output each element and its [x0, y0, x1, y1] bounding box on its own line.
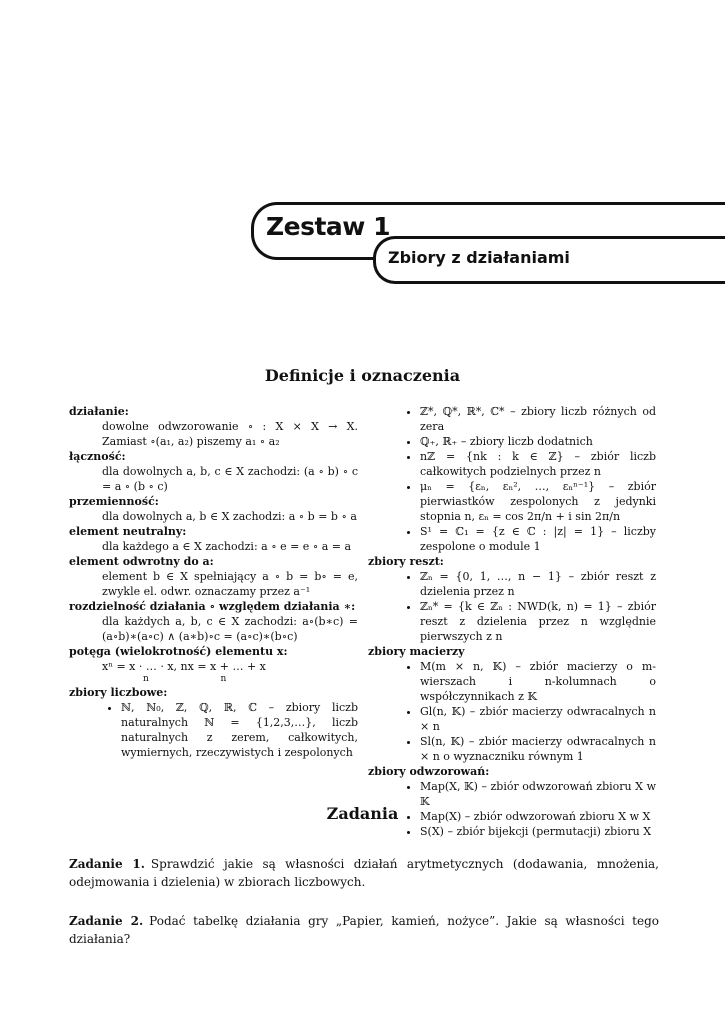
- underbrace-n-right: n: [220, 674, 227, 684]
- def-term: zbiory macierzy: [368, 645, 465, 658]
- def-term: element odwrotny do a:: [69, 555, 214, 568]
- list-item: • ℤₙ* = {k ∈ ℤₙ : NWD(k, n) = 1} – zbiór reszt z dzielenia przez n względnie pierwszych z n: [420, 599, 656, 644]
- task-text: Sprawdzić jakie są własności działań arytmetycznych (dodawania, mnożenia, odejmowania i dzielenia) w zbiorach liczbowych.: [69, 857, 659, 889]
- def-text: dla dowolnych a, b ∈ X zachodzi: a ∘ b = b ∘ a: [102, 510, 357, 523]
- list-item: • nℤ = {nk : k ∈ ℤ} – zbiór liczb całkowitych podzielnych przez n: [420, 449, 656, 479]
- task-text: Podać tabelkę działania gry „Papier, kamień, nożyce”. Jakie są własności tego działania?: [69, 914, 660, 946]
- task-1: [69, 855, 659, 891]
- tasks-title: Zadania: [326, 804, 399, 823]
- bullet-list: [368, 569, 656, 644]
- def-text: dowolne odwzorowanie ∘ : X × X → X. Zamiast ∘(a₁, a₂) piszemy a₁ ∘ a₂: [102, 420, 358, 448]
- list-item: • ℚ₊, ℝ₊ – zbiory liczb dodatnich: [420, 434, 656, 449]
- list-item: • S¹ = ℂ₁ = {z ∈ ℂ : |z| = 1} – liczby zespolone o module 1: [420, 524, 656, 554]
- def-term: przemienność:: [69, 495, 159, 508]
- bullet-list: [368, 659, 656, 764]
- chapter-title: Zestaw 1: [266, 212, 390, 241]
- list-item: • ℤ*, ℚ*, ℝ*, ℂ* – zbiory liczb różnych od zera: [420, 404, 656, 434]
- bullet-list: [69, 700, 358, 760]
- list-item: • ℤₙ = {0, 1, …, n − 1} – zbiór reszt z dzielenia przez n: [420, 569, 656, 599]
- def-text: dla dowolnych a, b, c ∈ X zachodzi: (a ∘ b) ∘ c = a ∘ (b ∘ c): [102, 465, 358, 493]
- definitions-right-column: [368, 404, 656, 839]
- list-item: • M(m × n, 𝕂) – zbiór macierzy o m-wierszach i n-kolumnach o współczynnikach z 𝕂: [420, 659, 656, 704]
- def-term: zbiory odwzorowań:: [368, 765, 490, 778]
- def-text: element b ∈ X spełniający a ∘ b = b∘ = e, zwykle el. odwr. oznaczamy przez a⁻¹: [102, 570, 358, 598]
- task-2: [69, 912, 659, 948]
- list-item: • S(X) – zbiór bijekcji (permutacji) zbioru X: [420, 824, 656, 839]
- task-label: Zadanie 1.: [69, 857, 145, 871]
- definitions-left-column: [69, 404, 358, 760]
- def-term: zbiory liczbowe:: [69, 686, 168, 699]
- list-item: • ℕ, ℕ₀, ℤ, ℚ, ℝ, ℂ – zbiory liczb naturalnych ℕ = {1,2,3,…}, liczb naturalnych z zerem, całkowitych, wymiernych, rzeczywistych i zespolonych: [121, 700, 358, 760]
- list-item: • μₙ = {εₙ, εₙ², …, εₙⁿ⁻¹} – zbiór pierwiastków zespolonych z jedynki stopnia n, εₙ = cos 2π/n + i sin 2π/n: [420, 479, 656, 524]
- def-term: rozdzielność działania ∘ względem działania ∗:: [69, 600, 356, 613]
- def-text: dla każdych a, b, c ∈ X zachodzi: a∘(b∗c) = (a∘b)∗(a∘c) ∧ (a∗b)∘c = (a∘c)∗(b∘c): [102, 615, 358, 643]
- def-term: działanie:: [69, 405, 129, 418]
- power-underbrace-label: [69, 674, 358, 685]
- list-item: • Map(X, 𝕂) – zbiór odwzorowań zbioru X w 𝕂: [420, 779, 656, 809]
- def-text: xⁿ = x · … · x, nx = x + … + x: [102, 660, 266, 673]
- def-term: łączność:: [69, 450, 126, 463]
- def-term: element neutralny:: [69, 525, 187, 538]
- list-item: • Map(X) – zbiór odwzorowań zbioru X w X: [420, 809, 656, 824]
- bullet-list: [368, 404, 656, 554]
- list-item: • Sl(n, 𝕂) – zbiór macierzy odwracalnych n × n o wyznaczniku równym 1: [420, 734, 656, 764]
- def-term: zbiory reszt:: [368, 555, 444, 568]
- task-label: Zadanie 2.: [69, 914, 144, 928]
- def-term: potęga (wielokrotność) elementu x:: [69, 645, 288, 658]
- underbrace-n-left: n: [143, 674, 149, 684]
- def-text: dla każdego a ∈ X zachodzi: a ∘ e = e ∘ a = a: [102, 540, 352, 553]
- definitions-title: Definicje i oznaczenia: [264, 366, 461, 385]
- list-item: • Gl(n, 𝕂) – zbiór macierzy odwracalnych n × n: [420, 704, 656, 734]
- chapter-subtitle: Zbiory z działaniami: [388, 248, 570, 267]
